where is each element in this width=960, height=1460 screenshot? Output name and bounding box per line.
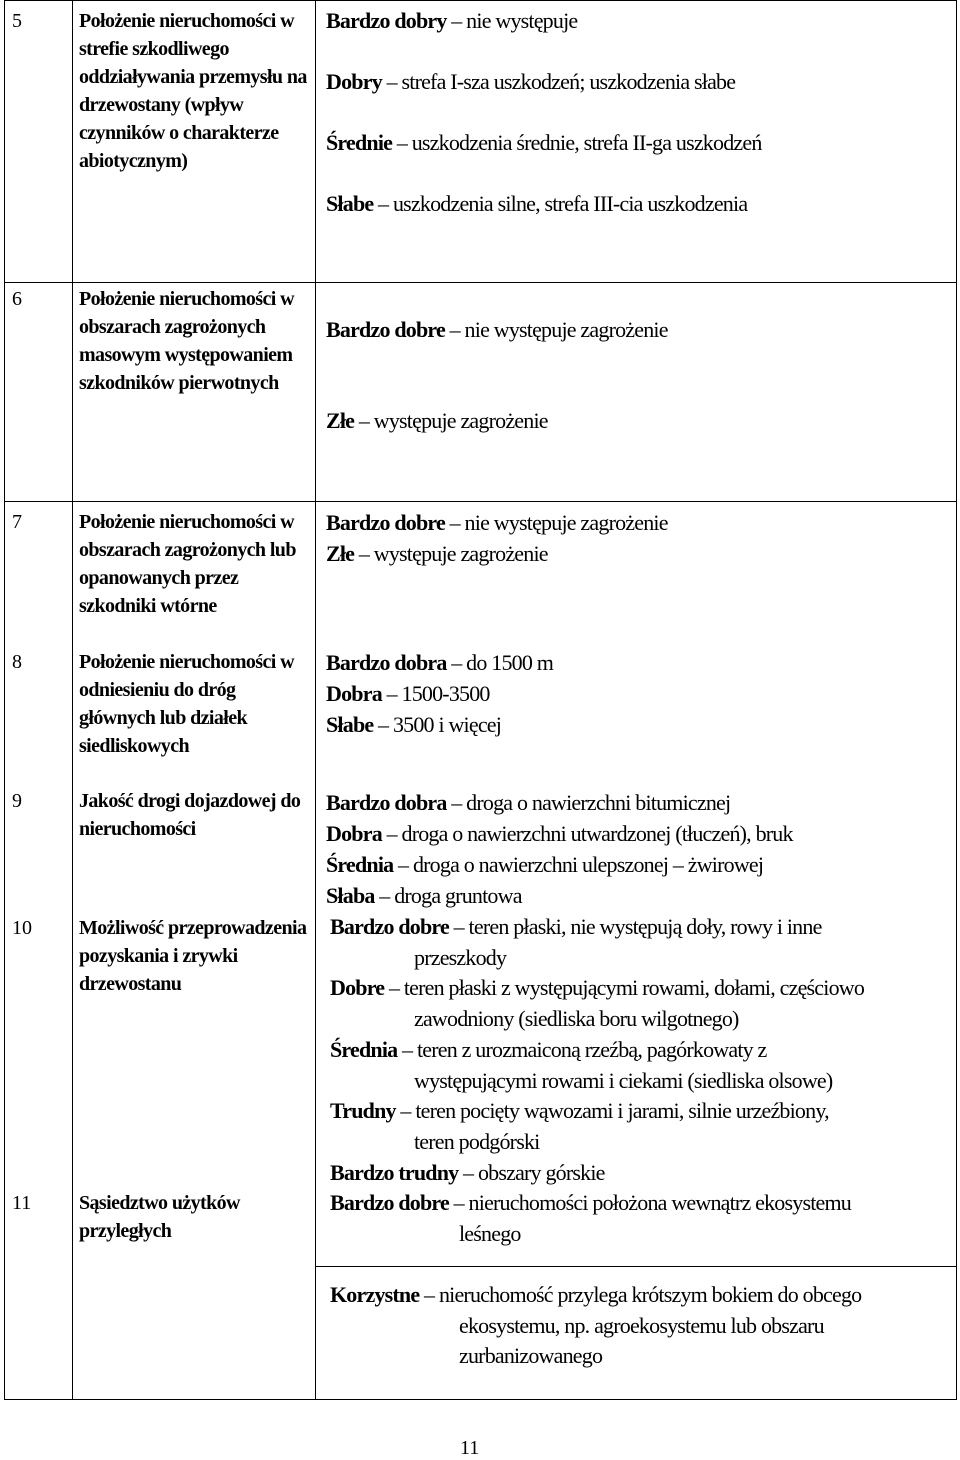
page-number: 11 (460, 1437, 480, 1459)
row-divider (5, 282, 956, 283)
option-line: Bardzo dobre – teren płaski, nie występują doły, rowy i inne przeszkody (330, 914, 822, 970)
column-divider (315, 1, 316, 1399)
row-number: 11 (12, 1192, 32, 1214)
option-line: Średnia – teren z urozmaiconą rzeźbą, pagórkowaty z występującymi rowami i ciekami (siedliska olsowe) (330, 1037, 833, 1093)
option-line: Słaba – droga gruntowa (326, 883, 522, 908)
row-number: 5 (12, 10, 22, 32)
criterion-label: Jakość drogi dojazdowej do nieruchomości (79, 790, 301, 840)
option-line: Bardzo dobra – droga o nawierzchni bitumicznej (326, 790, 731, 815)
column-divider (72, 1, 73, 1399)
option-line: Bardzo dobre – nieruchomości położona wewnątrz ekosystemu leśnego (330, 1190, 851, 1246)
option-line: Bardzo dobry – nie występuje (326, 8, 578, 33)
option-line: Bardzo trudny – obszary górskie (330, 1160, 605, 1185)
row-divider (5, 501, 956, 502)
option-line: Bardzo dobre – nie występuje zagrożenie (326, 317, 668, 342)
option-line: Dobry – strefa I-sza uszkodzeń; uszkodzenia słabe (326, 69, 736, 94)
row-number: 6 (12, 288, 22, 310)
row-number: 9 (12, 790, 22, 812)
option-line: Bardzo dobre – nie występuje zagrożenie (326, 510, 668, 535)
option-line: Złe – występuje zagrożenie (326, 408, 548, 433)
row-number: 8 (12, 651, 22, 673)
criterion-label: Położenie nieruchomości w obszarach zagrożonych masowym występowaniem szkodników pierwotnych (79, 288, 294, 394)
option-line: Złe – występuje zagrożenie (326, 541, 548, 566)
option-line: Dobra – 1500-3500 (326, 681, 490, 706)
option-line: Średnia – droga o nawierzchni ulepszonej – żwirowej (326, 852, 764, 877)
row-number: 10 (12, 917, 32, 939)
option-line: Trudny – teren pocięty wąwozami i jarami, silnie urzeźbiony, teren podgórski (330, 1098, 829, 1154)
criterion-label: Położenie nieruchomości w odniesieniu do dróg głównych lub działek siedliskowych (79, 651, 294, 757)
option-line: Średnie – uszkodzenia średnie, strefa II-ga uszkodzeń (326, 130, 762, 155)
option-line: Bardzo dobra – do 1500 m (326, 650, 554, 675)
criterion-label: Sąsiedztwo użytków przyległych (79, 1192, 240, 1242)
option-line: Dobra – droga o nawierzchni utwardzonej (tłuczeń), bruk (326, 821, 793, 846)
option-line: Dobre – teren płaski z występującymi rowami, dołami, częściowo zawodniony (siedliska boru wilgotnego) (330, 975, 865, 1031)
option-line: Słabe – uszkodzenia silne, strefa III-cia uszkodzenia (326, 191, 748, 216)
criterion-label: Położenie nieruchomości w obszarach zagrożonych lub opanowanych przez szkodniki wtórne (79, 511, 296, 617)
option-line: Korzystne – nieruchomość przylega krótszym bokiem do obcego ekosystemu, np. agroekosystemu lub obszaru zurbanizowanego (330, 1282, 862, 1368)
criterion-label: Możliwość przeprowadzenia pozyskania i zrywki drzewostanu (79, 917, 307, 995)
option-line: Słabe – 3500 i więcej (326, 712, 502, 737)
row-divider (315, 1266, 956, 1267)
criterion-label: Położenie nieruchomości w strefie szkodliwego oddziaływania przemysłu na drzewostany (wpływ czynników o charakterze abiotycznym) (79, 10, 307, 172)
row-number: 7 (12, 511, 22, 533)
